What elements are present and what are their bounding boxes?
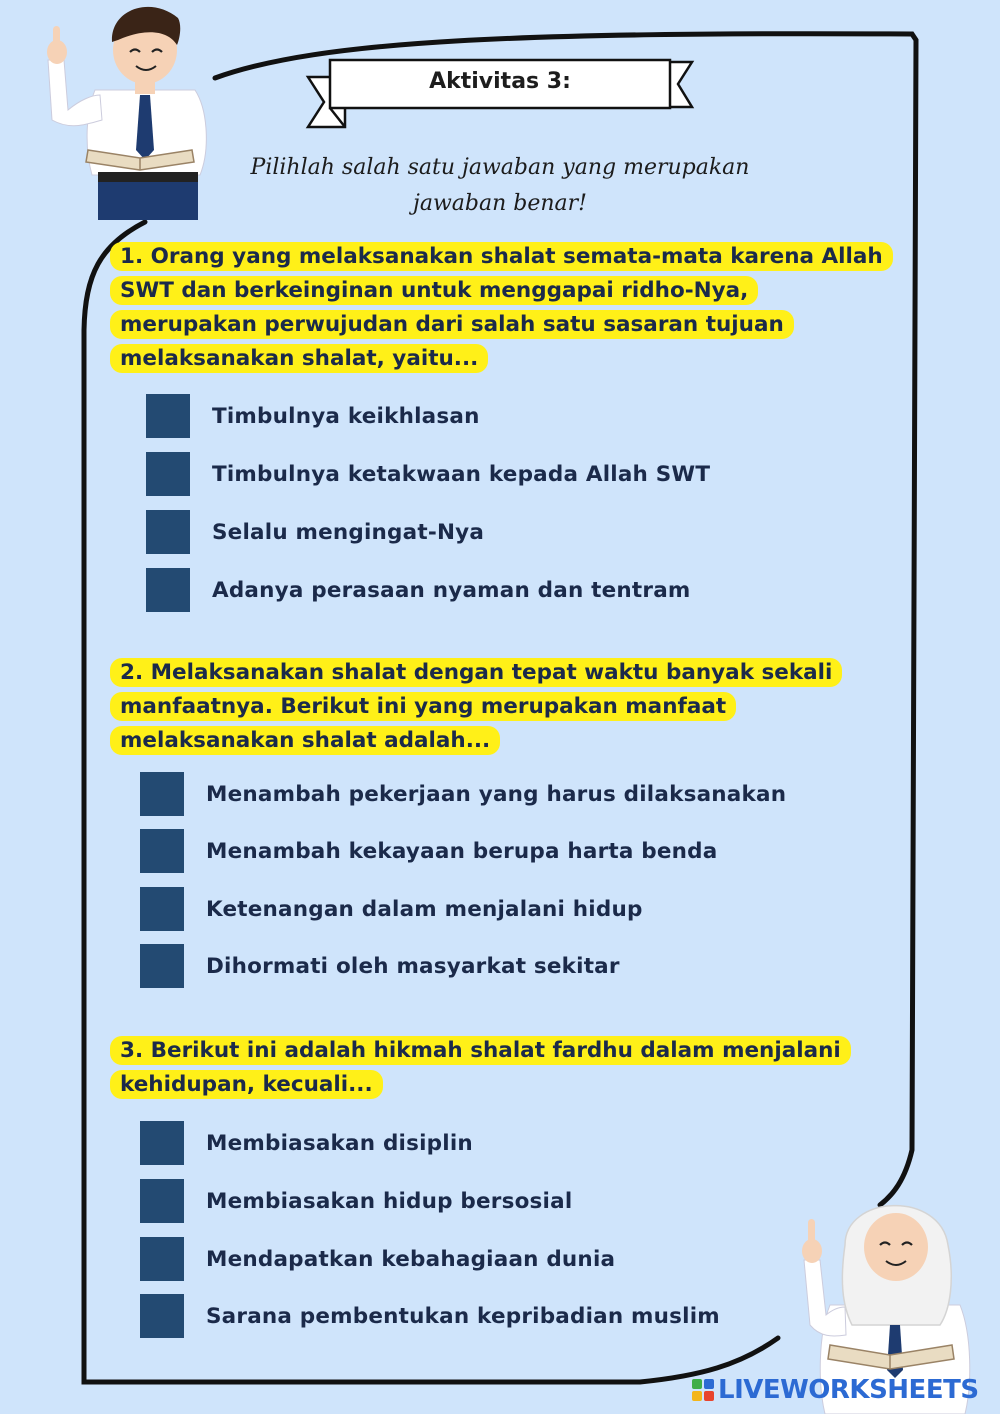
watermark-text: LIVEWORKSHEETS [718,1375,979,1405]
q1-option-4-label: Adanya perasaan nyaman dan tentram [212,577,691,603]
q3-option-4-label: Sarana pembentukan kepribadian muslim [206,1303,720,1329]
q3-option-3-checkbox[interactable] [140,1237,184,1281]
q1-option-3-checkbox[interactable] [146,510,190,554]
q2-option-4[interactable] [140,944,620,988]
q3-option-4[interactable] [140,1294,720,1338]
q1-option-3[interactable] [146,510,484,554]
q1-option-2-label: Timbulnya ketakwaan kepada Allah SWT [212,461,711,487]
instruction-line-2: jawaban benar! [413,191,587,216]
q2-option-3[interactable] [140,887,643,931]
liveworksheets-watermark [692,1374,979,1406]
question-3-text: 3. Berikut ini adalah hikmah shalat fardhu dalam menjalani kehidupan, kecuali... [110,1036,851,1099]
question-2-text: 2. Melaksanakan shalat dengan tepat waktu banyak sekali manfaatnya. Berikut ini yang merupakan manfaat melaksanakan shalat adalah... [110,658,842,755]
q3-option-1-checkbox[interactable] [140,1121,184,1165]
q3-option-2-label: Membiasakan hidup bersosial [206,1188,573,1214]
q1-option-1[interactable] [146,394,480,438]
q1-option-4[interactable] [146,568,691,612]
page-title: Aktivitas 3: [429,68,571,94]
question-1 [110,240,890,376]
instruction-text [220,150,780,222]
q3-option-2[interactable] [140,1179,572,1223]
instruction-line-1: Pilihlah salah satu jawaban yang merupakan [250,155,750,180]
q1-option-1-checkbox[interactable] [146,394,190,438]
boy-student-illustration [40,0,215,220]
q2-option-1[interactable] [140,772,786,816]
q1-option-2[interactable] [146,452,710,496]
q2-option-3-label: Ketenangan dalam menjalani hidup [206,896,643,922]
q1-option-3-label: Selalu mengingat-Nya [212,519,485,545]
q2-option-1-label: Menambah pekerjaan yang harus dilaksanakan [206,781,787,807]
question-3 [110,1034,910,1102]
question-1-text: 1. Orang yang melaksanakan shalat semata-mata karena Allah SWT dan berkeinginan untuk menggapai ridho-Nya, merupakan perwujudan dari salah satu sasaran tujuan melaksanakan shalat, yaitu... [110,242,893,373]
q1-option-2-checkbox[interactable] [146,452,190,496]
liveworksheets-logo-icon [692,1379,714,1401]
q2-option-4-label: Dihormati oleh masyarkat sekitar [206,953,620,979]
q3-option-4-checkbox[interactable] [140,1294,184,1338]
q2-option-1-checkbox[interactable] [140,772,184,816]
q2-option-2-label: Menambah kekayaan berupa harta benda [206,838,718,864]
q3-option-3[interactable] [140,1237,615,1281]
q3-option-1-label: Membiasakan disiplin [206,1130,473,1156]
q3-option-1[interactable] [140,1121,473,1165]
q2-option-2[interactable] [140,829,717,873]
q3-option-3-label: Mendapatkan kebahagiaan dunia [206,1246,616,1272]
q1-option-1-label: Timbulnya keikhlasan [212,403,480,429]
q1-option-4-checkbox[interactable] [146,568,190,612]
q2-option-4-checkbox[interactable] [140,944,184,988]
q2-option-3-checkbox[interactable] [140,887,184,931]
q2-option-2-checkbox[interactable] [140,829,184,873]
question-2 [110,656,900,758]
q3-option-2-checkbox[interactable] [140,1179,184,1223]
